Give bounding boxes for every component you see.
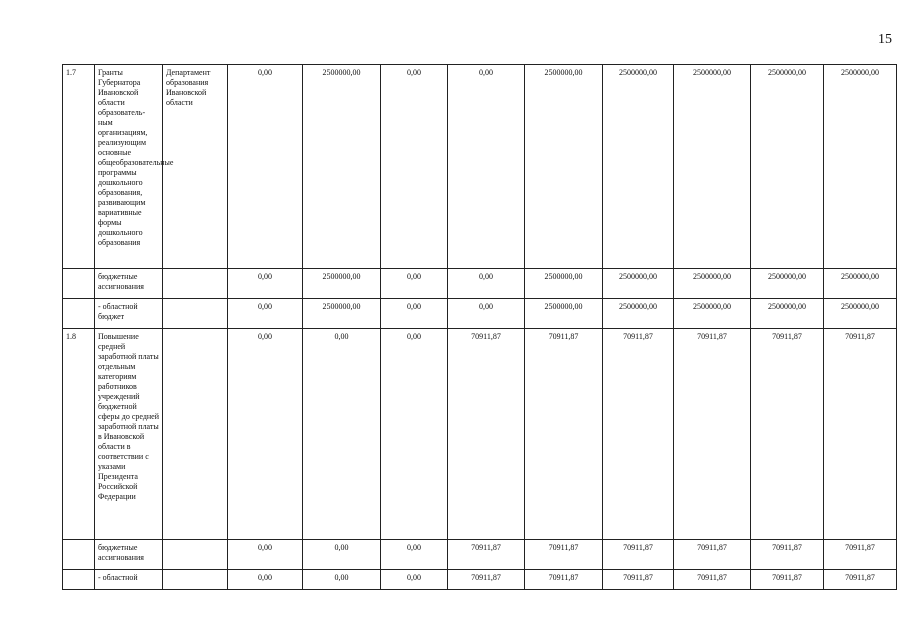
value-cell: 70911,87 [603, 329, 674, 540]
value-cell: 2500000,00 [303, 65, 381, 269]
value-cell: 0,00 [228, 570, 303, 590]
row-number [63, 570, 95, 590]
value-cell: 0,00 [381, 329, 448, 540]
row-executor [163, 329, 228, 540]
row-number: 1.8 [63, 329, 95, 540]
table-row [63, 65, 897, 269]
row-name: бюджетные ассигнования [95, 269, 163, 299]
value-cell: 2500000,00 [603, 65, 674, 269]
row-name: Гранты Губернатора Ивановской области образователь-ным организациям, реализующим основные общеобразовательные программы дошкольного образования, развивающим вариативные формы дошкольного образования [95, 65, 163, 269]
value-cell: 0,00 [303, 329, 381, 540]
row-name: бюджетные ассигнования [95, 540, 163, 570]
value-cell: 2500000,00 [674, 65, 751, 269]
row-executor [163, 269, 228, 299]
value-cell: 2500000,00 [751, 299, 824, 329]
value-cell: 2500000,00 [751, 65, 824, 269]
value-cell: 0,00 [228, 65, 303, 269]
value-cell: 0,00 [448, 269, 525, 299]
value-cell: 70911,87 [751, 329, 824, 540]
value-cell: 0,00 [228, 329, 303, 540]
value-cell: 0,00 [381, 540, 448, 570]
value-cell: 0,00 [381, 65, 448, 269]
value-cell: 70911,87 [674, 540, 751, 570]
value-cell: 70911,87 [603, 540, 674, 570]
table-row [63, 540, 897, 570]
value-cell: 2500000,00 [525, 65, 603, 269]
value-cell: 0,00 [448, 65, 525, 269]
row-number [63, 540, 95, 570]
row-executor [163, 540, 228, 570]
row-executor [163, 570, 228, 590]
value-cell: 2500000,00 [303, 269, 381, 299]
value-cell: 70911,87 [603, 570, 674, 590]
value-cell: 2500000,00 [303, 299, 381, 329]
value-cell: 2500000,00 [603, 299, 674, 329]
page-number: 15 [878, 32, 892, 47]
row-number [63, 299, 95, 329]
value-cell: 0,00 [381, 299, 448, 329]
value-cell: 2500000,00 [525, 269, 603, 299]
value-cell: 70911,87 [751, 570, 824, 590]
value-cell: 2500000,00 [824, 65, 897, 269]
value-cell: 70911,87 [448, 540, 525, 570]
row-name: - областной [95, 570, 163, 590]
value-cell: 70911,87 [448, 570, 525, 590]
value-cell: 70911,87 [824, 540, 897, 570]
value-cell: 2500000,00 [824, 269, 897, 299]
value-cell: 2500000,00 [751, 269, 824, 299]
value-cell: 0,00 [228, 269, 303, 299]
value-cell: 70911,87 [751, 540, 824, 570]
value-cell: 0,00 [448, 299, 525, 329]
row-name: - областной бюджет [95, 299, 163, 329]
value-cell: 70911,87 [824, 329, 897, 540]
table-row [63, 269, 897, 299]
table-row [63, 570, 897, 590]
value-cell: 2500000,00 [525, 299, 603, 329]
row-name: Повышение средней заработной платы отдельным категориям работников учреждений бюджетной сферы до средней заработной платы в Ивановской области в соответствии с указами Президента Российской Федерации [95, 329, 163, 540]
budget-table [62, 64, 897, 590]
value-cell: 70911,87 [674, 570, 751, 590]
row-executor: Департамент образования Ивановской области [163, 65, 228, 269]
value-cell: 2500000,00 [674, 269, 751, 299]
value-cell: 2500000,00 [824, 299, 897, 329]
value-cell: 70911,87 [525, 540, 603, 570]
value-cell: 0,00 [381, 570, 448, 590]
value-cell: 70911,87 [824, 570, 897, 590]
value-cell: 0,00 [381, 269, 448, 299]
row-number: 1.7 [63, 65, 95, 269]
row-executor [163, 299, 228, 329]
value-cell: 2500000,00 [674, 299, 751, 329]
value-cell: 70911,87 [674, 329, 751, 540]
value-cell: 0,00 [303, 570, 381, 590]
value-cell: 0,00 [228, 540, 303, 570]
value-cell: 70911,87 [525, 329, 603, 540]
value-cell: 70911,87 [448, 329, 525, 540]
value-cell: 0,00 [303, 540, 381, 570]
table-row [63, 329, 897, 540]
value-cell: 2500000,00 [603, 269, 674, 299]
row-number [63, 269, 95, 299]
value-cell: 70911,87 [525, 570, 603, 590]
table-row [63, 299, 897, 329]
value-cell: 0,00 [228, 299, 303, 329]
